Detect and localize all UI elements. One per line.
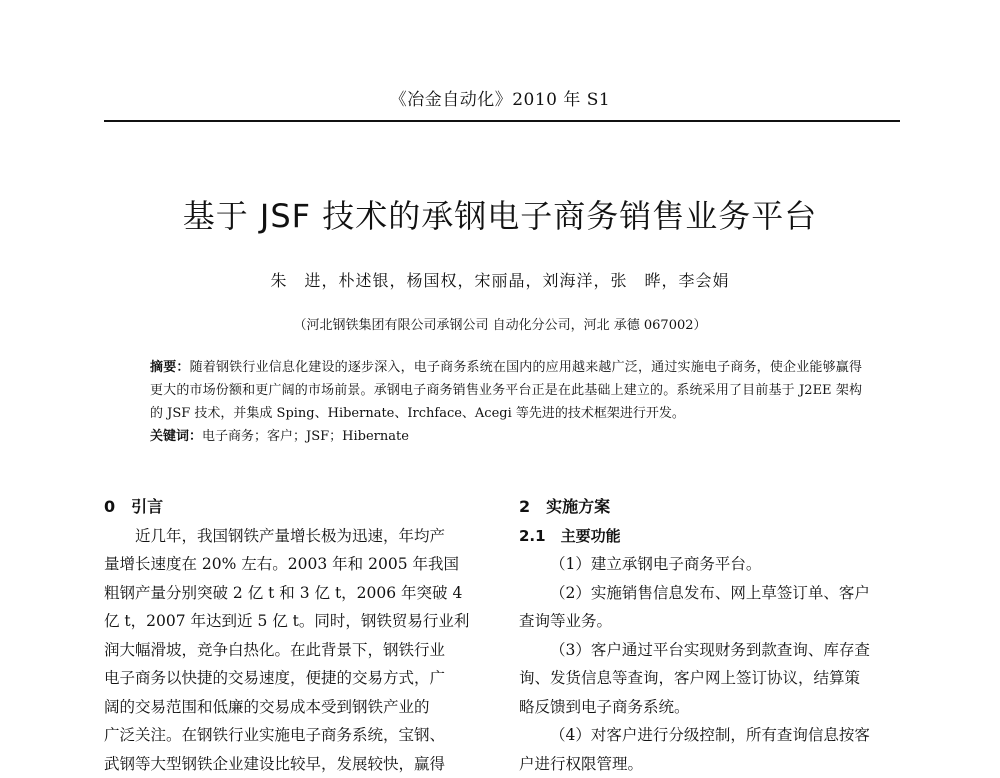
header-rule — [104, 120, 900, 122]
body-line: 武钢等大型钢铁企业建设比较早，发展较快，赢得 — [104, 750, 492, 778]
body-line: 量增长速度在 20% 左右。2003 年和 2005 年我国 — [104, 550, 492, 579]
keywords-text: 电子商务；客户；JSF；Hibernate — [202, 429, 409, 444]
left-column — [104, 493, 492, 778]
abstract-paragraph — [150, 356, 862, 425]
function-item-line: （3）客户通过平台实现财务到款查询、库存查 — [519, 636, 901, 665]
function-item-line: （1）建立承钢电子商务平台。 — [519, 550, 901, 579]
keywords-label: 关键词： — [150, 429, 202, 444]
function-item-line: （2）实施销售信息发布、网上草签订单、客户 — [519, 579, 901, 608]
body-line: 电子商务以快捷的交易速度，便捷的交易方式，广 — [104, 664, 492, 693]
section-heading-implementation: 2 实施方案 — [519, 493, 901, 522]
function-item-line: 查询等业务。 — [519, 607, 901, 636]
author-list: 朱 进，朴述银，杨国权，宋丽晶，刘海洋，张 晔，李会娟 — [0, 268, 1000, 294]
running-header: 《冶金自动化》2010 年 S1 — [0, 86, 1000, 114]
body-line: 广泛关注。在钢铁行业实施电子商务系统，宝钢、 — [104, 721, 492, 750]
function-item-line: 户进行权限管理。 — [519, 750, 901, 778]
paper-title: 基于 JSF 技术的承钢电子商务销售业务平台 — [0, 192, 1000, 240]
function-list — [519, 550, 901, 778]
subsection-heading-main-functions: 2.1 主要功能 — [519, 522, 901, 551]
function-item-line: 询、发货信息等查询，客户网上签订协议，结算策 — [519, 664, 901, 693]
introduction-paragraph — [104, 522, 492, 778]
function-item-line: 略反馈到电子商务系统。 — [519, 693, 901, 722]
abstract-text: 随着钢铁行业信息化建设的逐步深入，电子商务系统在国内的应用越来越广泛，通过实施电子商务，使企业能够赢得更大的市场份额和更广阔的市场前景。承钢电子商务销售业务平台正是在此基础上建立的。系统采用了目前基于 J2EE 架构的 JSF 技术，并集成 Sping、Hibernate、Irchface、Acegi 等先进的技术框架进行开发。 — [150, 360, 862, 421]
right-column — [519, 493, 901, 778]
affiliation: （河北钢铁集团有限公司承钢公司 自动化分公司，河北 承德 067002） — [0, 314, 1000, 338]
body-line: 粗钢产量分别突破 2 亿 t 和 3 亿 t，2006 年突破 4 — [104, 579, 492, 608]
function-item-line: （4）对客户进行分级控制，所有查询信息按客 — [519, 721, 901, 750]
body-line: 亿 t，2007 年达到近 5 亿 t。同时，钢铁贸易行业利 — [104, 607, 492, 636]
body-line: 阔的交易范围和低廉的交易成本受到钢铁产业的 — [104, 693, 492, 722]
section-heading-introduction: 0 引言 — [104, 493, 492, 522]
body-line: 润大幅滑坡，竞争白热化。在此背景下，钢铁行业 — [104, 636, 492, 665]
abstract-block — [150, 356, 862, 448]
abstract-label: 摘要： — [150, 360, 190, 375]
body-line: 近几年，我国钢铁产量增长极为迅速，年均产 — [104, 522, 492, 551]
keywords-paragraph — [150, 425, 862, 448]
